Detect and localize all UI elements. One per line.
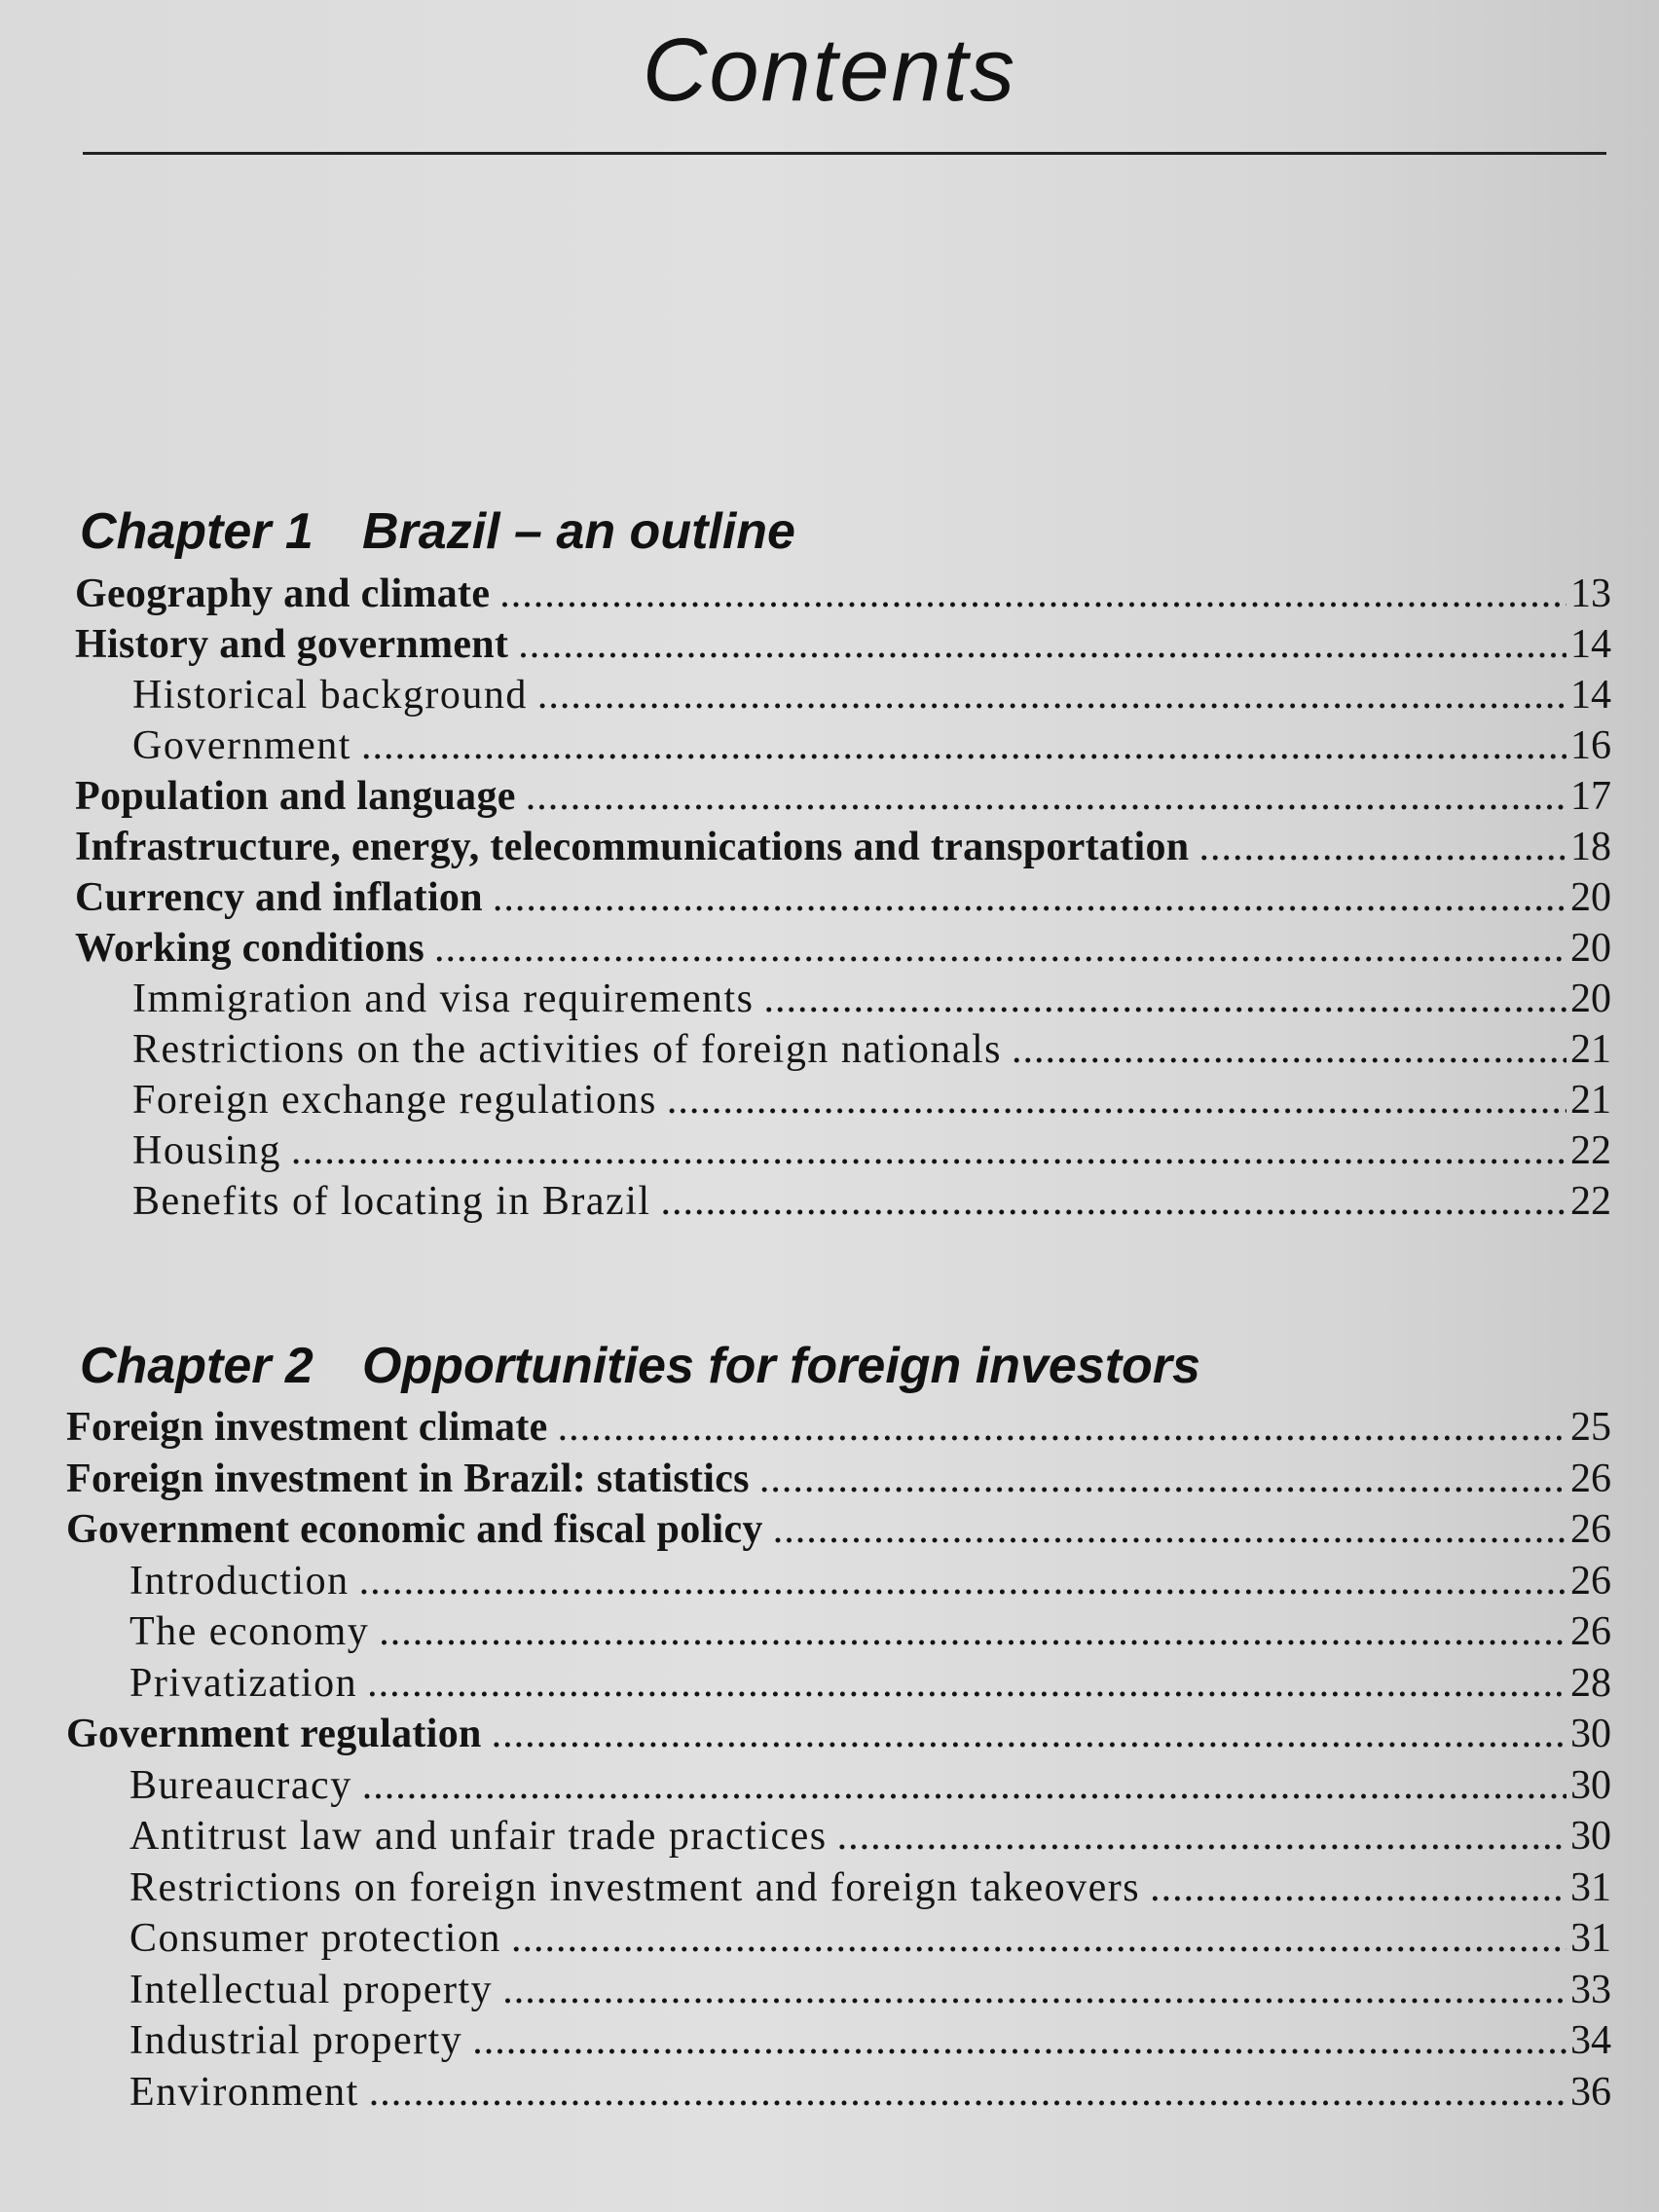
toc-entry-page: 30 xyxy=(1570,1763,1611,1808)
dot-leader xyxy=(472,2015,1567,2066)
dot-leader xyxy=(361,720,1567,771)
toc-entry-label: Government xyxy=(132,723,351,768)
toc-entry xyxy=(132,720,1611,771)
dot-leader xyxy=(493,872,1567,923)
toc-entry xyxy=(129,1658,1611,1709)
dot-leader xyxy=(1198,822,1567,872)
toc-entry-label: Introduction xyxy=(129,1559,350,1604)
toc-entry xyxy=(132,974,1611,1024)
toc-entry-page: 17 xyxy=(1570,774,1611,819)
toc-entry xyxy=(129,2067,1611,2118)
dot-leader xyxy=(518,619,1567,670)
toc-entry-label: Population and language xyxy=(75,774,516,819)
toc-entry-page: 20 xyxy=(1570,926,1611,971)
toc-entry-page: 31 xyxy=(1570,1916,1611,1961)
dot-leader xyxy=(434,923,1567,974)
toc-entry xyxy=(66,1709,1611,1759)
toc-entry-page: 30 xyxy=(1570,1814,1611,1859)
toc-entry xyxy=(66,1504,1611,1555)
toc-entry-label: Foreign investment climate xyxy=(66,1405,548,1450)
toc-entry-label: Historical background xyxy=(132,673,528,718)
dot-leader xyxy=(492,1709,1567,1759)
chapter-title: Brazil – an outline xyxy=(362,503,795,560)
chapter-heading xyxy=(80,502,795,561)
dot-leader xyxy=(773,1504,1567,1555)
toc-entry xyxy=(129,1811,1611,1862)
dot-leader xyxy=(537,670,1567,720)
dot-leader xyxy=(502,1965,1567,2015)
toc-entry xyxy=(129,2015,1611,2066)
toc-entry xyxy=(129,1965,1611,2015)
toc-entry-page: 34 xyxy=(1570,2018,1611,2063)
toc-entry-page: 33 xyxy=(1570,1968,1611,2012)
dot-leader xyxy=(1012,1024,1567,1075)
chapter-number: Chapter 2 xyxy=(80,1338,313,1394)
toc-entry xyxy=(132,1125,1611,1176)
toc-entry xyxy=(66,1402,1611,1453)
dot-leader xyxy=(379,1606,1567,1657)
dot-leader xyxy=(764,974,1567,1024)
toc-entry-page: 20 xyxy=(1570,977,1611,1021)
toc-entry xyxy=(129,1556,1611,1606)
toc-entry-page: 30 xyxy=(1570,1712,1611,1756)
toc-entry-label: Government economic and fiscal policy xyxy=(66,1507,763,1552)
dot-leader xyxy=(1150,1862,1567,1913)
dot-leader xyxy=(367,1658,1567,1709)
toc-entry-page: 16 xyxy=(1570,723,1611,768)
toc-entry-page: 21 xyxy=(1570,1078,1611,1123)
toc-entry-page: 21 xyxy=(1570,1027,1611,1072)
toc-entry-page: 28 xyxy=(1570,1661,1611,1706)
toc-entry-page: 25 xyxy=(1570,1405,1611,1450)
toc-entry-page: 26 xyxy=(1570,1609,1611,1654)
dot-leader xyxy=(359,1556,1567,1606)
toc-entry-page: 20 xyxy=(1570,875,1611,920)
dot-leader xyxy=(759,1454,1567,1504)
toc-entry-page: 26 xyxy=(1570,1559,1611,1604)
toc-entry-page: 18 xyxy=(1570,825,1611,869)
dot-leader xyxy=(661,1176,1567,1227)
chapter-heading xyxy=(80,1337,1200,1395)
toc-entry-page: 36 xyxy=(1570,2070,1611,2115)
toc-entry-label: Privatization xyxy=(129,1661,358,1706)
toc-entry-label: Restrictions on the activities of foreign nationals xyxy=(132,1027,1002,1072)
dot-leader xyxy=(667,1075,1567,1125)
toc-entry-label: Housing xyxy=(132,1128,281,1173)
chapter-number: Chapter 1 xyxy=(80,503,313,560)
toc-entry-page: 14 xyxy=(1570,622,1611,667)
toc-entry-label: Antitrust law and unfair trade practices xyxy=(129,1814,828,1859)
toc-entry-label: Foreign exchange regulations xyxy=(132,1078,657,1123)
toc-entry xyxy=(75,822,1611,872)
toc-entry xyxy=(132,1176,1611,1227)
dot-leader xyxy=(558,1402,1567,1453)
toc-entry-label: The economy xyxy=(129,1609,370,1654)
toc-entry xyxy=(129,1862,1611,1913)
toc-entry-page: 26 xyxy=(1570,1507,1611,1552)
toc-entry-label: Immigration and visa requirements xyxy=(132,977,755,1021)
toc-entry xyxy=(75,771,1611,822)
toc-entry-label: Government regulation xyxy=(66,1712,482,1756)
toc-entry-page: 22 xyxy=(1570,1128,1611,1173)
toc-entry-label: Intellectual property xyxy=(129,1968,494,2012)
dot-leader xyxy=(499,569,1567,619)
toc-entry-label: Currency and inflation xyxy=(75,875,483,920)
toc-entry xyxy=(129,1760,1611,1811)
dot-leader xyxy=(362,1760,1567,1811)
chapter-title: Opportunities for foreign investors xyxy=(362,1338,1200,1394)
toc-entry xyxy=(129,1606,1611,1657)
toc-entry xyxy=(75,569,1611,619)
dot-leader xyxy=(837,1811,1567,1862)
toc-entry-page: 13 xyxy=(1570,571,1611,616)
page-title: Contents xyxy=(642,20,1017,120)
dot-leader xyxy=(369,2067,1567,2118)
title-rule xyxy=(83,152,1606,155)
toc-entry-label: Restrictions on foreign investment and foreign takeovers xyxy=(129,1865,1141,1910)
toc-entry-label: Working conditions xyxy=(75,926,424,971)
dot-leader xyxy=(526,771,1567,822)
toc-entry-page: 14 xyxy=(1570,673,1611,718)
toc-entry-label: Infrastructure, energy, telecommunications and transportation xyxy=(75,825,1190,869)
toc-entry xyxy=(75,872,1611,923)
toc-entry-label: Environment xyxy=(129,2070,359,2115)
toc-entry-page: 31 xyxy=(1570,1865,1611,1910)
toc-entry-label: Consumer protection xyxy=(129,1916,501,1961)
dot-leader xyxy=(291,1125,1567,1176)
toc-entry xyxy=(132,670,1611,720)
toc-entry-label: Benefits of locating in Brazil xyxy=(132,1179,651,1224)
toc-entry xyxy=(132,1075,1611,1125)
toc-entry xyxy=(66,1454,1611,1504)
dot-leader xyxy=(511,1913,1567,1964)
toc-entry-label: Foreign investment in Brazil: statistics xyxy=(66,1456,750,1501)
toc-entry-label: History and government xyxy=(75,622,509,667)
toc-entry-label: Industrial property xyxy=(129,2018,463,2063)
toc-entry-label: Geography and climate xyxy=(75,571,491,616)
toc-entry-page: 22 xyxy=(1570,1179,1611,1224)
toc-entry xyxy=(129,1913,1611,1964)
toc-entry xyxy=(75,923,1611,974)
toc-entry xyxy=(132,1024,1611,1075)
toc-entry xyxy=(75,619,1611,670)
toc-entry-page: 26 xyxy=(1570,1456,1611,1501)
toc-entry-label: Bureaucracy xyxy=(129,1763,352,1808)
